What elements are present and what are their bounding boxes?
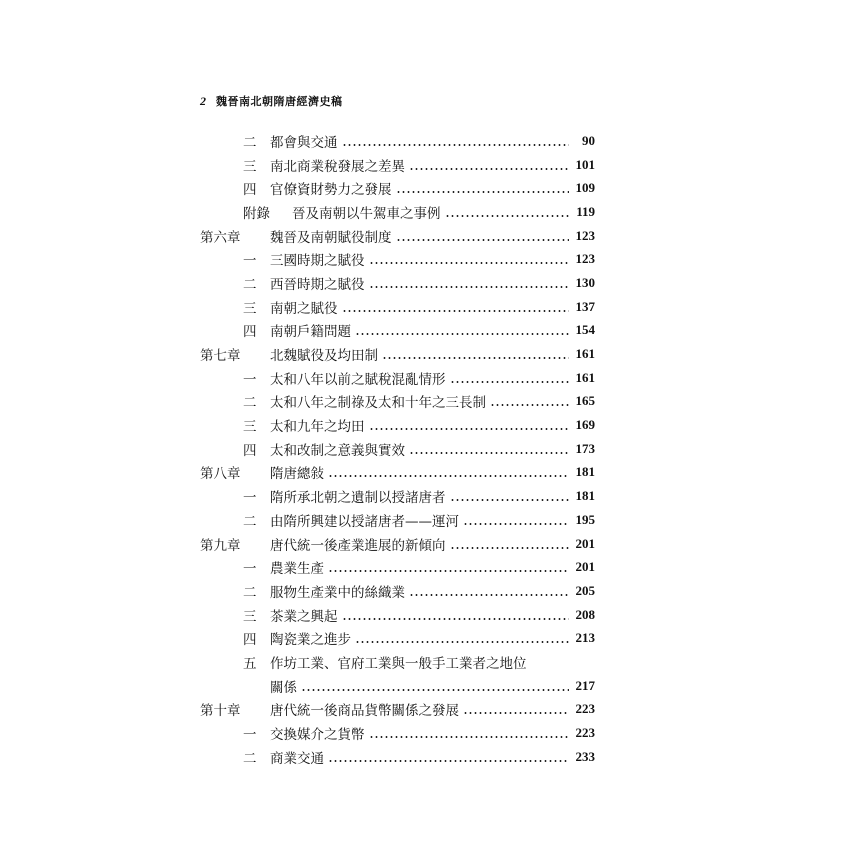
dot-leader (463, 523, 569, 525)
entry-number: 一 (243, 490, 257, 507)
entry-title: 農業生產 (270, 561, 324, 578)
toc-section-entry (200, 555, 595, 579)
entry-number: 四 (243, 182, 257, 199)
dot-leader (328, 570, 569, 572)
dot-leader (328, 760, 569, 762)
entry-page-number: 208 (575, 606, 595, 622)
entry-number: 二 (243, 395, 257, 412)
entry-page-number: 217 (575, 677, 595, 693)
toc-chapter-entry (200, 342, 595, 366)
entry-title: 茶業之興起 (270, 608, 338, 625)
dot-leader (355, 641, 569, 643)
entry-title: 西晉時期之賦役 (270, 276, 365, 293)
entry-title: 作坊工業、官府工業與一般手工業者之地位 (270, 655, 527, 672)
entry-page-number: 205 (575, 582, 595, 598)
entry-number: 二 (243, 513, 257, 530)
entry-title: 晉及南朝以牛駕車之事例 (292, 205, 441, 222)
entry-number: 二 (243, 750, 257, 767)
entry-page-number: 223 (575, 725, 595, 741)
dot-leader (409, 168, 569, 170)
entry-title: 南朝戶籍問題 (270, 324, 351, 341)
dot-leader (463, 712, 569, 714)
dot-leader (409, 452, 569, 454)
toc-section-entry (200, 200, 595, 224)
entry-page-number: 154 (575, 322, 595, 338)
entry-title: 南北商業稅發展之差異 (270, 158, 405, 175)
entry-number: 二 (243, 276, 257, 293)
toc-section-entry (200, 626, 595, 650)
entry-title: 由隋所興建以授諸唐者——運河 (270, 513, 459, 530)
entry-page-number: 195 (575, 511, 595, 527)
entry-number: 一 (243, 253, 257, 270)
entry-title: 唐代統一後產業進展的新傾向 (270, 537, 446, 554)
toc-section-entry (200, 247, 595, 271)
entry-number: 第九章 (200, 537, 241, 554)
toc-chapter-entry (200, 698, 595, 722)
toc-section-entry (200, 271, 595, 295)
entry-number: 四 (243, 442, 257, 459)
entry-page-number: 233 (575, 748, 595, 764)
entry-page-number: 123 (575, 227, 595, 243)
entry-number: 三 (243, 300, 257, 317)
entry-page-number: 165 (575, 393, 595, 409)
entry-title: 陶瓷業之進步 (270, 632, 351, 649)
entry-page-number: 109 (575, 180, 595, 196)
entry-page-number: 181 (575, 464, 595, 480)
entry-number: 二 (243, 134, 257, 151)
dot-leader (342, 144, 570, 146)
entry-number: 四 (243, 324, 257, 341)
entry-number: 一 (243, 371, 257, 388)
dot-leader (301, 689, 569, 691)
entry-title: 都會與交通 (270, 134, 338, 151)
toc-section-entry (200, 153, 595, 177)
dot-leader (328, 475, 569, 477)
entry-title: 太和八年之制祿及太和十年之三長制 (270, 395, 486, 412)
toc-section-entry (200, 437, 595, 461)
entry-title: 太和八年以前之賦稅混亂情形 (270, 371, 446, 388)
entry-number: 四 (243, 632, 257, 649)
running-header (200, 93, 343, 109)
page-number: 2 (200, 93, 206, 108)
entry-page-number: 130 (575, 274, 595, 290)
dot-leader (450, 499, 570, 501)
entry-page-number: 201 (575, 559, 595, 575)
entry-page-number: 169 (575, 417, 595, 433)
dot-leader (342, 618, 570, 620)
toc-section-entry (200, 603, 595, 627)
toc-section-entry (200, 745, 595, 769)
entry-page-number: 213 (575, 630, 595, 646)
dot-leader (369, 736, 570, 738)
toc-section-entry (200, 390, 595, 414)
entry-number: 二 (243, 584, 257, 601)
entry-number: 五 (243, 655, 257, 672)
entry-title: 北魏賦役及均田制 (270, 348, 378, 365)
dot-leader (342, 310, 570, 312)
toc-section-entry (200, 484, 595, 508)
entry-page-number: 223 (575, 701, 595, 717)
entry-title: 太和改制之意義與實效 (270, 442, 405, 459)
entry-number: 一 (243, 561, 257, 578)
entry-title: 南朝之賦役 (270, 300, 338, 317)
toc-section-entry (200, 579, 595, 603)
dot-leader (369, 262, 570, 264)
toc-section-entry (200, 366, 595, 390)
entry-page-number: 101 (575, 156, 595, 172)
toc-section-entry (200, 319, 595, 343)
entry-number: 三 (243, 419, 257, 436)
entry-title: 關係 (270, 679, 297, 696)
toc-chapter-entry (200, 224, 595, 248)
dot-leader (396, 239, 570, 241)
dot-leader (396, 191, 570, 193)
dot-leader (369, 428, 570, 430)
dot-leader (369, 286, 570, 288)
toc-section-entry (200, 650, 595, 674)
entry-title: 服物生產業中的絲織業 (270, 584, 405, 601)
dot-leader (450, 381, 570, 383)
entry-title: 太和九年之均田 (270, 419, 365, 436)
toc-section-entry (200, 295, 595, 319)
entry-title: 魏晉及南朝賦役制度 (270, 229, 392, 246)
table-of-contents (200, 129, 595, 769)
entry-number: 三 (243, 158, 257, 175)
dot-leader (409, 594, 569, 596)
entry-title: 交換媒介之貨幣 (270, 727, 365, 744)
entry-number: 第十章 (200, 703, 241, 720)
book-title: 魏晉南北朝隋唐經濟史稿 (216, 95, 343, 108)
toc-section-entry (200, 176, 595, 200)
dot-leader (445, 215, 570, 217)
entry-number: 三 (243, 608, 257, 625)
entry-title: 三國時期之賦役 (270, 253, 365, 270)
entry-page-number: 119 (576, 203, 595, 219)
entry-page-number: 123 (575, 251, 595, 267)
entry-page-number: 161 (575, 346, 595, 362)
entry-page-number: 137 (575, 298, 595, 314)
entry-number: 第八章 (200, 466, 241, 483)
entry-page-number: 161 (575, 369, 595, 385)
toc-section-entry (200, 508, 595, 532)
toc-section-entry (200, 129, 595, 153)
entry-page-number: 201 (575, 535, 595, 551)
entry-title: 唐代統一後商品貨幣關係之發展 (270, 703, 459, 720)
entry-page-number: 90 (582, 132, 595, 148)
entry-number: 附錄 (243, 205, 270, 222)
toc-section-entry (200, 413, 595, 437)
entry-number: 第六章 (200, 229, 241, 246)
dot-leader (450, 547, 570, 549)
toc-section-entry (200, 721, 595, 745)
toc-section-entry (200, 674, 595, 698)
entry-page-number: 173 (575, 440, 595, 456)
entry-title: 隋唐總敍 (270, 466, 324, 483)
entry-title: 商業交通 (270, 750, 324, 767)
dot-leader (355, 333, 569, 335)
entry-title: 隋所承北朝之遺制以授諸唐者 (270, 490, 446, 507)
dot-leader (382, 357, 569, 359)
dot-leader (490, 404, 569, 406)
entry-number: 第七章 (200, 348, 241, 365)
entry-title: 官僚資財勢力之發展 (270, 182, 392, 199)
entry-page-number: 181 (575, 488, 595, 504)
toc-chapter-entry (200, 532, 595, 556)
entry-number: 一 (243, 727, 257, 744)
toc-chapter-entry (200, 461, 595, 485)
